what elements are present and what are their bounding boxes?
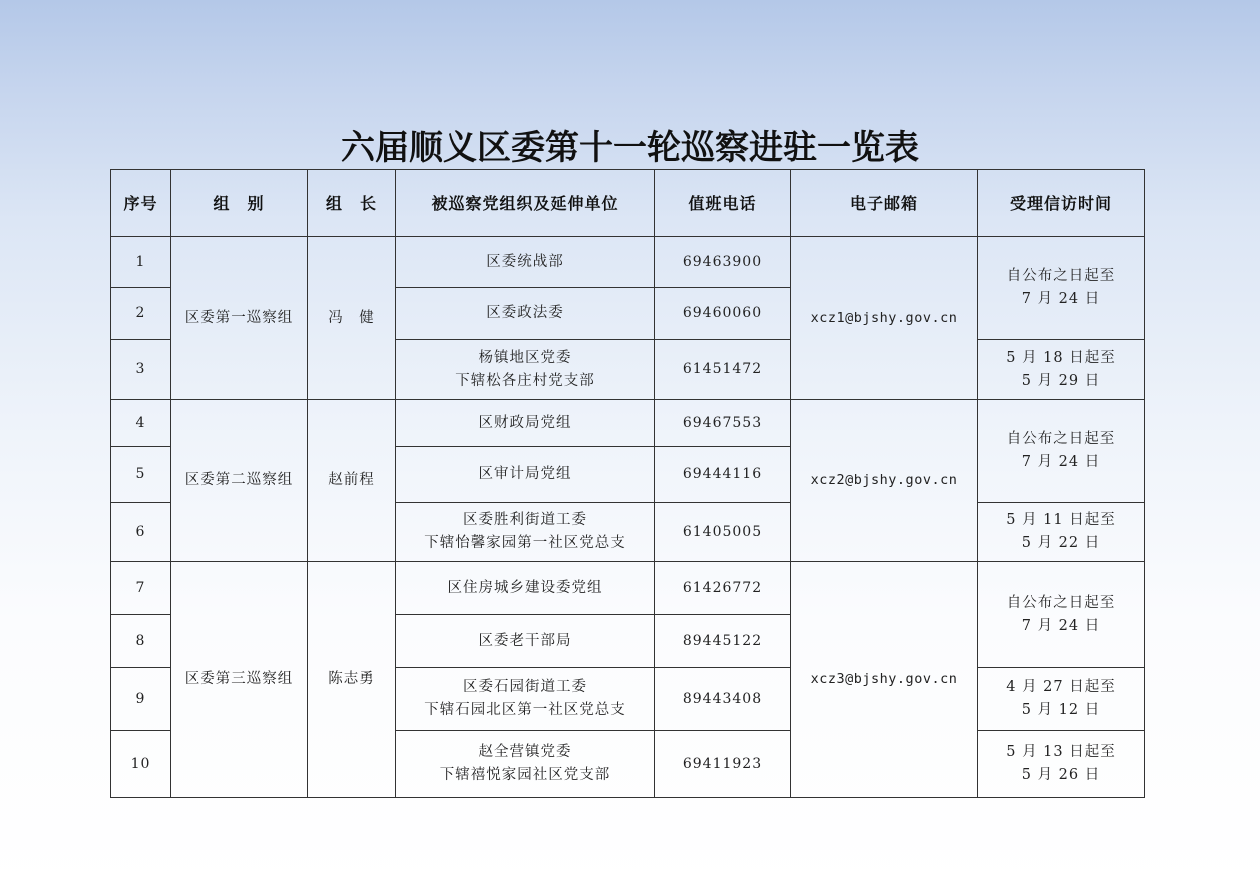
row-index: 2 [111,288,171,340]
table-row [111,562,1145,615]
group-name: 区委第二巡察组 [171,400,308,562]
row-index: 4 [111,400,171,447]
period-line: 自公布之日起至 [1006,594,1116,611]
phone-cell: 69411923 [655,731,791,798]
header-email: 电子邮箱 [791,170,978,237]
page-title: 六届顺义区委第十一轮巡察进驻一览表 [341,128,919,168]
row-index: 10 [111,731,171,798]
unit-line: 区住房城乡建设委党组 [447,579,603,596]
group-leader: 冯 健 [308,237,396,400]
group-name: 区委第三巡察组 [171,562,308,798]
unit-line: 区审计局党组 [478,466,572,482]
unit-cell [396,503,655,562]
email-cell: xcz2@bjshy.gov.cn [791,400,978,562]
header-period: 受理信访时间 [978,170,1145,237]
group-leader: 赵前程 [308,400,396,562]
unit-line: 下辖石园北区第一社区党总支 [424,702,626,718]
table-row [111,237,1145,288]
period-line: 5 月 22 日 [1021,535,1101,551]
period-line: 5 月 11 日起至 [1006,512,1116,528]
phone-cell: 61426772 [655,562,791,615]
inspection-table [110,169,1145,798]
period-line: 5 月 26 日 [1021,767,1101,783]
row-index: 7 [111,562,171,615]
unit-cell [396,668,655,731]
phone-cell: 69463900 [655,237,791,288]
period-line: 7 月 24 日 [1021,291,1101,307]
unit-line: 区财政局党组 [478,414,572,431]
unit-cell [396,340,655,400]
unit-line: 区委石园街道工委 [463,679,587,695]
period-line: 5 月 29 日 [1021,372,1101,389]
phone-cell: 89445122 [655,615,791,668]
row-index: 5 [111,447,171,503]
row-index: 9 [111,668,171,731]
phone-cell: 61451472 [655,340,791,400]
table-row [111,400,1145,447]
unit-line: 区委胜利街道工委 [463,512,587,528]
period-line: 5 月 13 日起至 [1006,744,1116,760]
period-line: 7 月 24 日 [1021,617,1101,634]
period-cell [978,340,1145,400]
period-cell [978,237,1145,340]
unit-cell [396,288,655,340]
row-index: 8 [111,615,171,668]
phone-cell: 69460060 [655,288,791,340]
row-index: 6 [111,503,171,562]
header-index: 序号 [111,170,171,237]
period-line: 自公布之日起至 [1006,268,1116,284]
period-line: 自公布之日起至 [1006,431,1116,447]
phone-cell: 61405005 [655,503,791,562]
unit-cell [396,615,655,668]
phone-cell: 69467553 [655,400,791,447]
period-cell [978,668,1145,731]
unit-cell [396,400,655,447]
phone-cell: 69444116 [655,447,791,503]
phone-cell: 89443408 [655,668,791,731]
period-line: 7 月 24 日 [1021,454,1101,470]
table-header-row [111,170,1145,237]
unit-line: 赵全营镇党委 [478,744,572,760]
period-line: 4 月 27 日起至 [1006,679,1116,695]
unit-line: 区委老干部局 [478,632,572,649]
group-name: 区委第一巡察组 [171,237,308,400]
group-leader: 陈志勇 [308,562,396,798]
header-group: 组 别 [171,170,308,237]
header-leader: 组 长 [308,170,396,237]
period-cell [978,503,1145,562]
unit-cell [396,237,655,288]
unit-cell [396,562,655,615]
row-index: 3 [111,340,171,400]
unit-line: 下辖禧悦家园社区党支部 [439,767,611,783]
unit-line: 下辖松各庄村党支部 [455,372,595,389]
period-cell [978,731,1145,798]
unit-line: 区委统战部 [486,253,564,270]
unit-cell [396,447,655,503]
header-phone: 值班电话 [655,170,791,237]
unit-line: 杨镇地区党委 [478,349,572,366]
unit-line: 下辖怡馨家园第一社区党总支 [424,535,626,551]
period-line: 5 月 12 日 [1021,702,1101,718]
period-cell [978,400,1145,503]
period-line: 5 月 18 日起至 [1006,349,1116,366]
email-cell: xcz3@bjshy.gov.cn [791,562,978,798]
unit-line: 区委政法委 [486,305,564,321]
email-cell: xcz1@bjshy.gov.cn [791,237,978,400]
row-index: 1 [111,237,171,288]
period-cell [978,562,1145,668]
header-unit: 被巡察党组织及延伸单位 [396,170,655,237]
unit-cell [396,731,655,798]
